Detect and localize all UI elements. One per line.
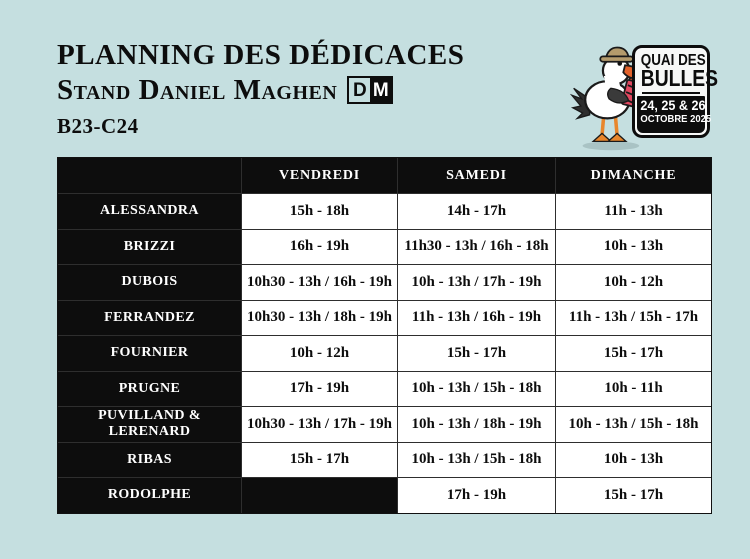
cell-dubois-dimanche: 10h - 12h — [556, 265, 711, 300]
cell-ribas-samedi: 10h - 13h / 15h - 18h — [398, 443, 555, 478]
cell-ribas-vendredi: 15h - 17h — [242, 443, 397, 478]
cell-ribas-dimanche: 10h - 13h — [556, 443, 711, 478]
cell-fournier-vendredi: 10h - 12h — [242, 336, 397, 371]
cell-alessandra-vendredi: 15h - 18h — [242, 194, 397, 229]
cell-prugne-vendredi: 17h - 19h — [242, 372, 397, 407]
row-header-rodolphe: RODOLPHE — [58, 478, 241, 513]
festival-badge-name — [635, 48, 719, 96]
badge-divider — [642, 92, 700, 94]
cell-fournier-dimanche: 15h - 17h — [556, 336, 711, 371]
stand-subtitle: Stand Daniel Maghen — [57, 73, 338, 106]
festival-dates: 24, 25 & 26 — [640, 97, 706, 114]
cell-rodolphe-dimanche: 15h - 17h — [556, 478, 711, 513]
schedule-table — [57, 157, 712, 514]
cell-ferrandez-dimanche: 11h - 13h / 15h - 17h — [556, 301, 711, 336]
dm-logo-letter-d: D — [352, 79, 367, 101]
column-header-vendredi: VENDREDI — [242, 158, 397, 193]
cell-ferrandez-vendredi: 10h30 - 13h / 18h - 19h — [242, 301, 397, 336]
row-header-dubois: DUBOIS — [58, 265, 241, 300]
cell-dubois-vendredi: 10h30 - 13h / 16h - 19h — [242, 265, 397, 300]
row-header-puvilland-lerenard: PUVILLAND & LERENARD — [58, 407, 241, 442]
cell-rodolphe-vendredi-empty — [242, 478, 397, 513]
cell-puvilland-lerenard-samedi: 10h - 13h / 18h - 19h — [398, 407, 555, 442]
cell-brizzi-samedi: 11h30 - 13h / 16h - 18h — [398, 230, 555, 265]
cell-ferrandez-samedi: 11h - 13h / 16h - 19h — [398, 301, 555, 336]
cell-alessandra-samedi: 14h - 17h — [398, 194, 555, 229]
row-header-alessandra: ALESSANDRA — [58, 194, 241, 229]
festival-name-line1: QUAI DES — [640, 52, 706, 69]
cell-prugne-dimanche: 10h - 11h — [556, 372, 711, 407]
row-header-prugne: PRUGNE — [58, 372, 241, 407]
column-header-dimanche: DIMANCHE — [556, 158, 711, 193]
festival-badge — [632, 45, 719, 138]
cell-fournier-samedi: 15h - 17h — [398, 336, 555, 371]
stand-code: B23-C24 — [57, 113, 139, 138]
row-header-ferrandez: FERRANDEZ — [58, 301, 241, 336]
column-header-empty — [58, 158, 241, 193]
page-title: PLANNING DES DÉDICACES — [57, 39, 465, 71]
subtitle-row — [57, 73, 464, 106]
festival-badge-dates — [637, 96, 712, 133]
cell-prugne-samedi: 10h - 13h / 15h - 18h — [398, 372, 555, 407]
cell-dubois-samedi: 10h - 13h / 17h - 19h — [398, 265, 555, 300]
cell-brizzi-dimanche: 10h - 13h — [556, 230, 711, 265]
festival-month-year: OCTOBRE 2025 — [640, 113, 712, 126]
dm-logo-letter-m: M — [370, 78, 391, 102]
column-header-samedi: SAMEDI — [398, 158, 555, 193]
cell-rodolphe-samedi: 17h - 19h — [398, 478, 555, 513]
festival-name-line2: BULLES — [640, 65, 719, 92]
daniel-maghen-logo — [347, 76, 393, 104]
title-block — [57, 40, 464, 139]
cell-puvilland-lerenard-dimanche: 10h - 13h / 15h - 18h — [556, 407, 711, 442]
cell-brizzi-vendredi: 16h - 19h — [242, 230, 397, 265]
row-header-brizzi: BRIZZI — [58, 230, 241, 265]
cell-alessandra-dimanche: 11h - 13h — [556, 194, 711, 229]
cell-puvilland-lerenard-vendredi: 10h30 - 13h / 17h - 19h — [242, 407, 397, 442]
row-header-fournier: FOURNIER — [58, 336, 241, 371]
row-header-ribas: RIBAS — [58, 443, 241, 478]
